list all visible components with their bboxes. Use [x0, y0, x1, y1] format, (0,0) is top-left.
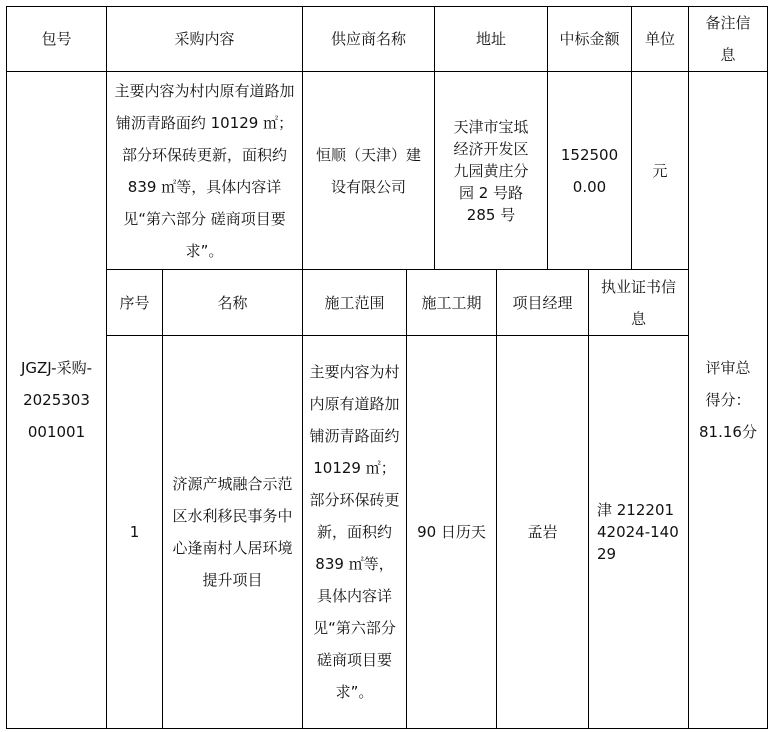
- subheader-name: 名称: [217, 293, 248, 312]
- header-unit: 单位: [644, 30, 675, 48]
- amount-cell: 1525000.00: [560, 145, 619, 196]
- content-cell: 主要内容为村内原有道路加铺沥青路面约 10129 ㎡；部分环保砖更新，面积约 839 ㎡等，具体内容详见“第六部分 磋商项目要求”。: [114, 81, 295, 260]
- sub-name-cell: 济源产城融合示范区水利移民事务中心逢南村人居环境提升项目: [172, 475, 293, 589]
- subheader-seq: 序号: [119, 293, 150, 312]
- sub-seq-cell: 1: [129, 523, 140, 541]
- sub-period-cell: 90 日历天: [417, 523, 486, 541]
- subheader-manager: 项目经理: [512, 293, 573, 312]
- subheader-scope: 施工范围: [324, 293, 385, 312]
- sub-scope-cell: 主要内容为村内原有道路加铺沥青路面约 10129 ㎡；部分环保砖更新，面积约 839 ㎡等，具体内容详见“第六部分 磋商项目要求”。: [309, 363, 400, 701]
- address-cell: 天津市宝坻经济开发区九园黄庄分园 2 号路 285 号: [453, 117, 529, 224]
- remark-cell: 评审总得分：81.16分: [699, 359, 757, 441]
- header-content: 采购内容: [174, 30, 235, 48]
- header-supplier: 供应商名称: [330, 30, 406, 48]
- supplier-cell: 恒顺（天津）建设有限公司: [315, 145, 421, 196]
- subheader-period: 施工工期: [421, 293, 482, 312]
- sub-license-cell: 津 21220142024-14029: [597, 501, 679, 563]
- subheader-license: 执业证书信息: [601, 277, 677, 328]
- header-package-no: 包号: [41, 30, 72, 48]
- header-remark: 备注信息: [705, 14, 751, 64]
- sub-manager-cell: 孟岩: [527, 523, 558, 541]
- header-address: 地址: [475, 30, 506, 48]
- header-amount: 中标金额: [559, 30, 620, 48]
- unit-cell: 元: [652, 161, 668, 180]
- package-no-cell: JGZJ-采购-2025303001001: [20, 359, 93, 441]
